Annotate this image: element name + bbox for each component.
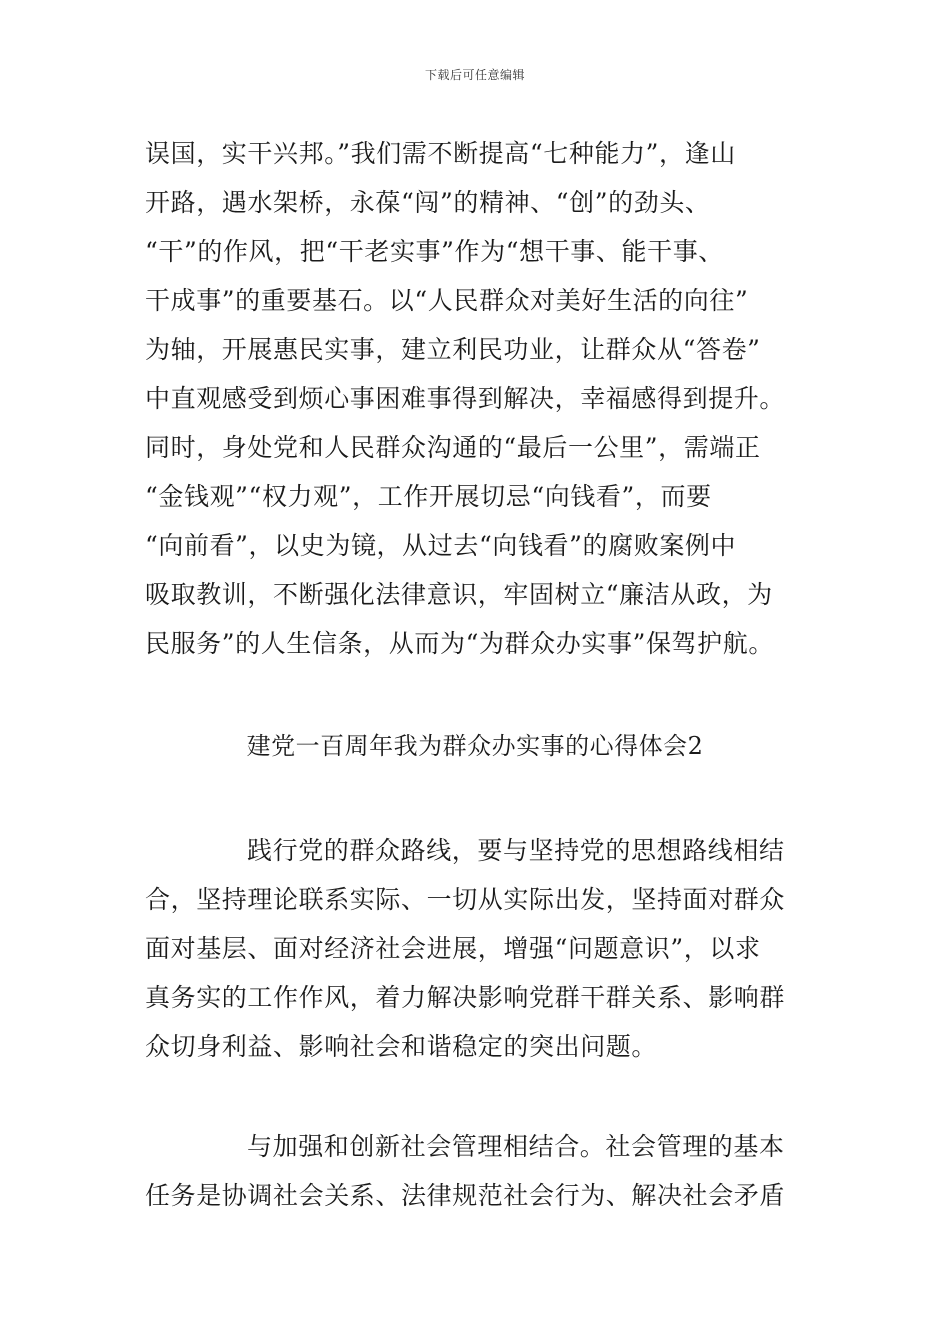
text-line: 践行党的群众路线，要与坚持党的思想路线相结 — [247, 836, 785, 865]
page-header: 下载后可任意编辑 — [424, 68, 525, 82]
section-title: 建党一百周年我为群众办实事的心得体会2 — [246, 732, 704, 760]
text-line: 干成事”的重要基石。以“人民群众对美好生活的向往” — [145, 286, 749, 315]
text-line: “向前看”，以史为镜，从过去“向钱看”的腐败案例中 — [145, 531, 737, 560]
text-line: 为轴，开展惠民实事，建立利民功业，让群众从“答卷” — [145, 335, 761, 364]
text-line: 任务是协调社会关系、法律规范社会行为、解决社会矛盾 — [145, 1181, 786, 1210]
text-line: 众切身利益、影响社会和谐稳定的突出问题。 — [145, 1032, 658, 1061]
text-line: 真务实的工作作风，着力解决影响党群干群关系、影响群 — [145, 983, 786, 1012]
paragraph-3 — [145, 1122, 805, 1220]
text-line: 误国，实干兴邦。”我们需不断提高“七种能力”，逢山 — [145, 139, 736, 168]
text-line: 面对基层、面对经济社会进展，增强“问题意识”，以求 — [145, 934, 761, 963]
text-line: 与加强和创新社会管理相结合。社会管理的基本 — [247, 1132, 785, 1161]
text-line: “干”的作风，把“干老实事”作为“想干事、能干事、 — [145, 237, 724, 266]
text-line: 同时，身处党和人民群众沟通的“最后一公里”，需端正 — [145, 433, 761, 462]
paragraph-1 — [145, 129, 805, 668]
text-line: 民服务”的人生信条，从而为“为群众办实事”保驾护航。 — [145, 629, 774, 658]
paragraph-2 — [145, 826, 805, 1071]
text-line: 开路，遇水架桥，永葆“闯”的精神、“创”的劲头、 — [145, 188, 711, 217]
text-line: 吸取教训，不断强化法律意识，牢固树立“廉洁从政，为 — [145, 580, 773, 609]
text-line: 合，坚持理论联系实际、一切从实际出发，坚持面对群众 — [145, 885, 786, 914]
text-line: “金钱观”“权力观”，工作开展切忌“向钱看”，而要 — [145, 482, 712, 511]
text-line: 中直观感受到烦心事困难事得到解决，幸福感得到提升。 — [145, 384, 786, 413]
